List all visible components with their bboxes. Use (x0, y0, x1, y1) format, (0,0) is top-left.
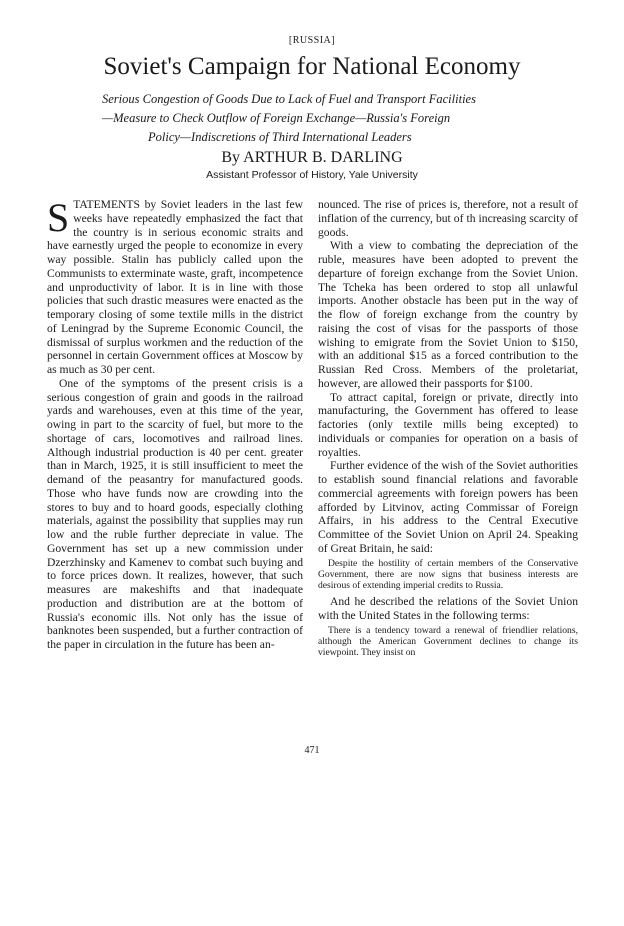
right-column (318, 198, 578, 662)
left-column (47, 195, 303, 652)
subtitle-line: Serious Congestion of Goods Due to Lack of Fuel and Transport Facilities (102, 92, 476, 106)
author-affiliation: Assistant Professor of History, Yale University (206, 169, 418, 181)
paragraph (47, 195, 303, 377)
paragraph: One of the symptoms of the present crisis is a serious congestion of grain and goods in the railroad yards and warehouses, even at this time of the year, owing in part to the scarcity of fuel, but more to the shortage of cars, locomotives and railroad lines. Although industrial production is 40 per cent. greater than in March, 1925, it is still insufficient to meet the demand of the peasantry for manufactured goods. Those who have funds now are crowding into the stores to buy and to hoard goods, especially clothing materials, against the possibility that supplies may run low and the ruble further depreciate in value. The Government has set up a new commission under Dzerzhinsky and Kamenev to combat such buying and to force prices down. It realizes, however, that such measures are makeshifts and that inadequate production and distribution are at the bottom of Russia's economic ills. Not only has the issue of banknotes been suspended, but a further contraction of the paper in circulation in the future has been an- (47, 376, 303, 651)
paragraph: nounced. The rise of prices is, therefore, not a result of inflation of the currency, but of th increasing scarcity of goods. (318, 198, 578, 239)
subtitle-line: Policy—Indiscretions of Third International Leaders (148, 130, 412, 144)
section-tag: [RUSSIA] (288, 35, 336, 46)
byline: By ARTHUR B. DARLING (221, 149, 403, 166)
paragraph: To attract capital, foreign or private, directly into manufacturing, the Government has offered to lease factories (only textile mills being excepted) to individuals or companies for operation on a basis of royalties. (318, 390, 578, 459)
drop-cap: S (47, 195, 70, 240)
block-quote: Despite the hostility of certain members of the Conservative Government, there are now signs that business interests are desirous of extending imperial credits to Russia. (318, 557, 578, 591)
paragraph: Further evidence of the wish of the Soviet authorities to establish sound financial relations and favorable commercial agreements with foreign powers has been afforded by Litvinov, acting Commissar of Foreign Affairs, in his address to the Central Executive Committee of the Soviet Union on April 24. Speaking of Great Britain, he said: (318, 459, 578, 555)
paragraph: With a view to combating the depreciation of the ruble, measures have been adopted to prevent the departure of foreign exchange from the Soviet Union. The Tcheka has been ordered to stop all unlawful imports. Another obstacle has been put in the way of the flow of foreign exchange from the country by raising the cost of visas for the passports of those wishing to emigrate from the Soviet Union to $150, with an additional $15 as a forced contribution to the Russian Red Cross. Members of the proletariat, however, are allowed their passports for $100. (318, 239, 578, 390)
block-quote: There is a tendency toward a renewal of friendlier relations, although the American Government declines to change its viewpoint. They insist on (318, 624, 578, 659)
subtitle-line: —Measure to Check Outflow of Foreign Exchange—Russia's Foreign (102, 111, 451, 125)
paragraph: And he described the relations of the Soviet Union with the United States in the following terms: (318, 595, 578, 622)
article-subtitle (102, 90, 542, 147)
page-number: 471 (304, 745, 320, 756)
paragraph-text: TATEMENTS by Soviet leaders in the last few weeks have repeatedly emphasized the fact that the country is in serious economic straits and have earnestly urged the people to economize in every way possible. Stalin has publicly called upon the Communists to exterminate waste, graft, incompetence and unproductivity of labor. It is in line with those policies that such drastic measures were enacted as the temporary closing of some textile mills in the district of Leningrad by the Supreme Economic Council, the dismissal of surplus workmen and the reduction of the personnel in certain Government offices at Moscow by as much as 30 per cent. (47, 198, 303, 376)
article-title: Soviet's Campaign for National Economy (103, 53, 521, 80)
